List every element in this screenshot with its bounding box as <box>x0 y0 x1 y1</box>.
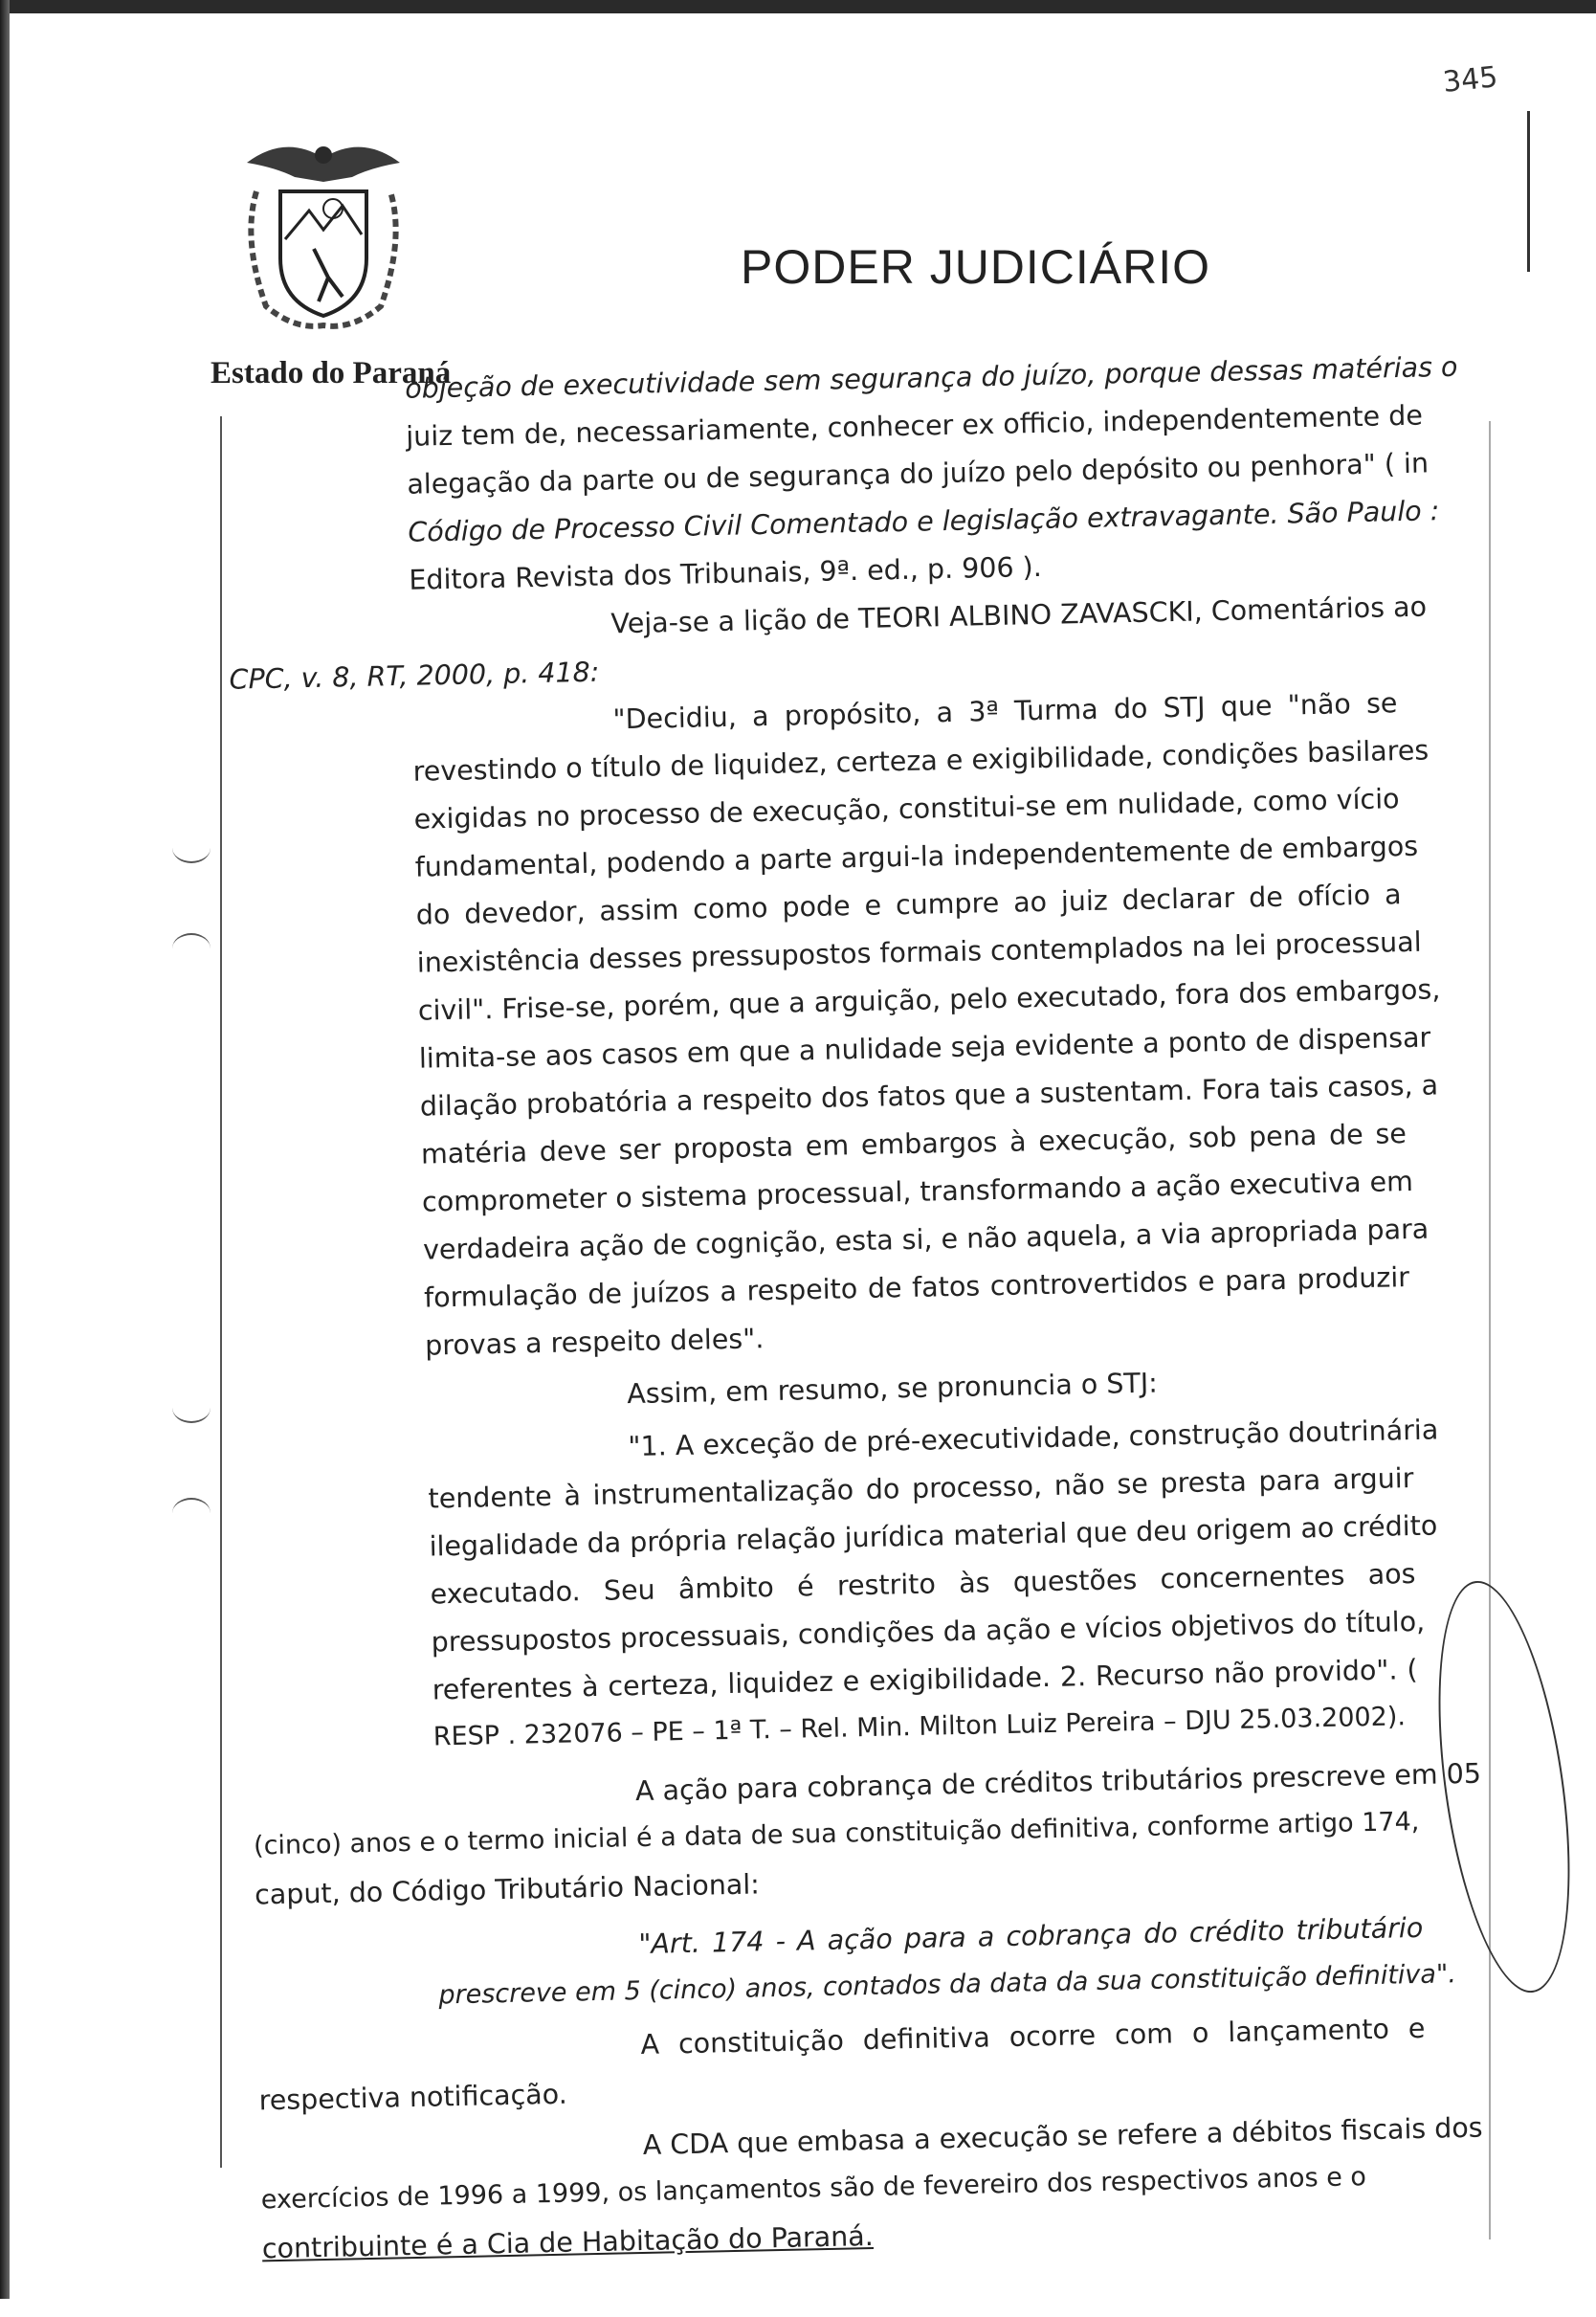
text-line: formulação de juízos a respeito de fatos controvertidos e para produzir <box>423 1261 1410 1314</box>
text-line: Veja-se a lição de TEORI ALBINO ZAVASCKI, Comentários ao <box>610 590 1428 640</box>
page-title: PODER JUDICIÁRIO <box>741 240 1211 294</box>
state-name: Estado do Paraná <box>211 356 452 390</box>
text-line: caput, do Código Tributário Nacional: <box>254 1868 761 1911</box>
text-line: matéria deve ser proposta em embargos à execução, sob pena de se <box>420 1118 1408 1170</box>
text-line: comprometer o sistema processual, transformando a ação executiva em <box>421 1165 1414 1218</box>
text-line: inexistência desses pressupostos formais contemplados na lei processual <box>416 925 1422 979</box>
text-line: referentes à certeza, liquidez e exigibilidade. 2. Recurso não provido". ( <box>432 1653 1418 1706</box>
text-line: fundamental, podendo a parte argui-la independentemente de embargos <box>414 830 1419 883</box>
page-number: 345 <box>1441 60 1499 100</box>
text-line: ilegalidade da própria relação jurídica material que deu origem ao crédito <box>429 1509 1438 1563</box>
text-line: RESP . 232076 – PE – 1ª T. – Rel. Min. Milton Luiz Pereira – DJU 25.03.2002). <box>432 1702 1407 1752</box>
text-line: do devedor, assim como pode e cumpre ao juiz declarar de ofício a <box>415 879 1402 931</box>
text-line: "Decidiu, a propósito, a 3ª Turma do STJ que "não se <box>612 687 1398 736</box>
text-line: Código de Processo Civil Comentado e legislação extravagante. São Paulo : <box>408 495 1440 548</box>
text-line: A ação para cobrança de créditos tributários prescreve em 05 <box>634 1757 1482 1808</box>
text-line: CPC, v. 8, RT, 2000, p. 418: <box>229 656 600 696</box>
text-line: exercícios de 1996 a 1999, os lançamentos são de fevereiro dos respectivos anos e o <box>260 2162 1367 2216</box>
text-line: alegação da parte ou de segurança do juízo pelo depósito ou penhora" ( in <box>407 447 1430 501</box>
text-line: executado. Seu âmbito é restrito às questões concernentes aos <box>430 1557 1416 1611</box>
text-line: provas a respeito deles". <box>424 1323 765 1362</box>
text-line: objeção de executividade sem segurança do juízo, porque dessas matérias o <box>404 350 1458 405</box>
text-line: "Art. 174 - A ação para a cobrança do crédito tributário <box>638 1911 1424 1961</box>
text-line: dilação probatória a respeito dos fatos que a sustentam. Fora tais casos, a <box>419 1069 1439 1123</box>
text-line: Editora Revista dos Tribunais, 9ª. ed., p. 906 ). <box>409 550 1043 596</box>
text-line: revestindo o título de liquidez, certeza e exigibilidade, condições basilares <box>412 734 1430 788</box>
text-line: juiz tem de, necessariamente, conhecer ex officio, independentemente de <box>405 399 1424 453</box>
text-line: Assim, em resumo, se pronuncia o STJ: <box>626 1367 1159 1411</box>
text-line: tendente à instrumentalização do processo, não se presta para arguir <box>428 1461 1414 1515</box>
text-line: prescreve em 5 (cinco) anos, contados da data da sua constituição definitiva". <box>438 1959 1457 2011</box>
text-line: exigidas no processo de execução, constitui-se em nulidade, como vício <box>413 783 1400 835</box>
text-line: A constituição definitiva ocorre com o lançamento e <box>640 2012 1426 2061</box>
text-line: pressupostos processuais, condições da ação e vícios objetivos do título, <box>431 1605 1426 1659</box>
text-line: "1. A exceção de pré-executividade, construção doutrinária <box>628 1414 1439 1463</box>
text-line: A CDA que embasa a execução se refere a débitos fiscais dos <box>642 2111 1483 2162</box>
text-line: verdadeira ação de cognição, esta si, e não aquela, a via apropriada para <box>422 1213 1430 1266</box>
text-line: (cinco) anos e o termo inicial é a data de sua constituição definitiva, conforme artigo 174, <box>253 1806 1420 1861</box>
text-line: civil". Frise-se, porém, que a arguição, pelo executado, fora dos embargos, <box>417 973 1441 1027</box>
text-line: respectiva notificação. <box>258 2078 568 2117</box>
text-line: limita-se aos casos em que a nulidade seja evidente a ponto de dispensar <box>418 1021 1431 1075</box>
text-line: contribuinte é a Cia de Habitação do Paraná. <box>261 2219 875 2265</box>
